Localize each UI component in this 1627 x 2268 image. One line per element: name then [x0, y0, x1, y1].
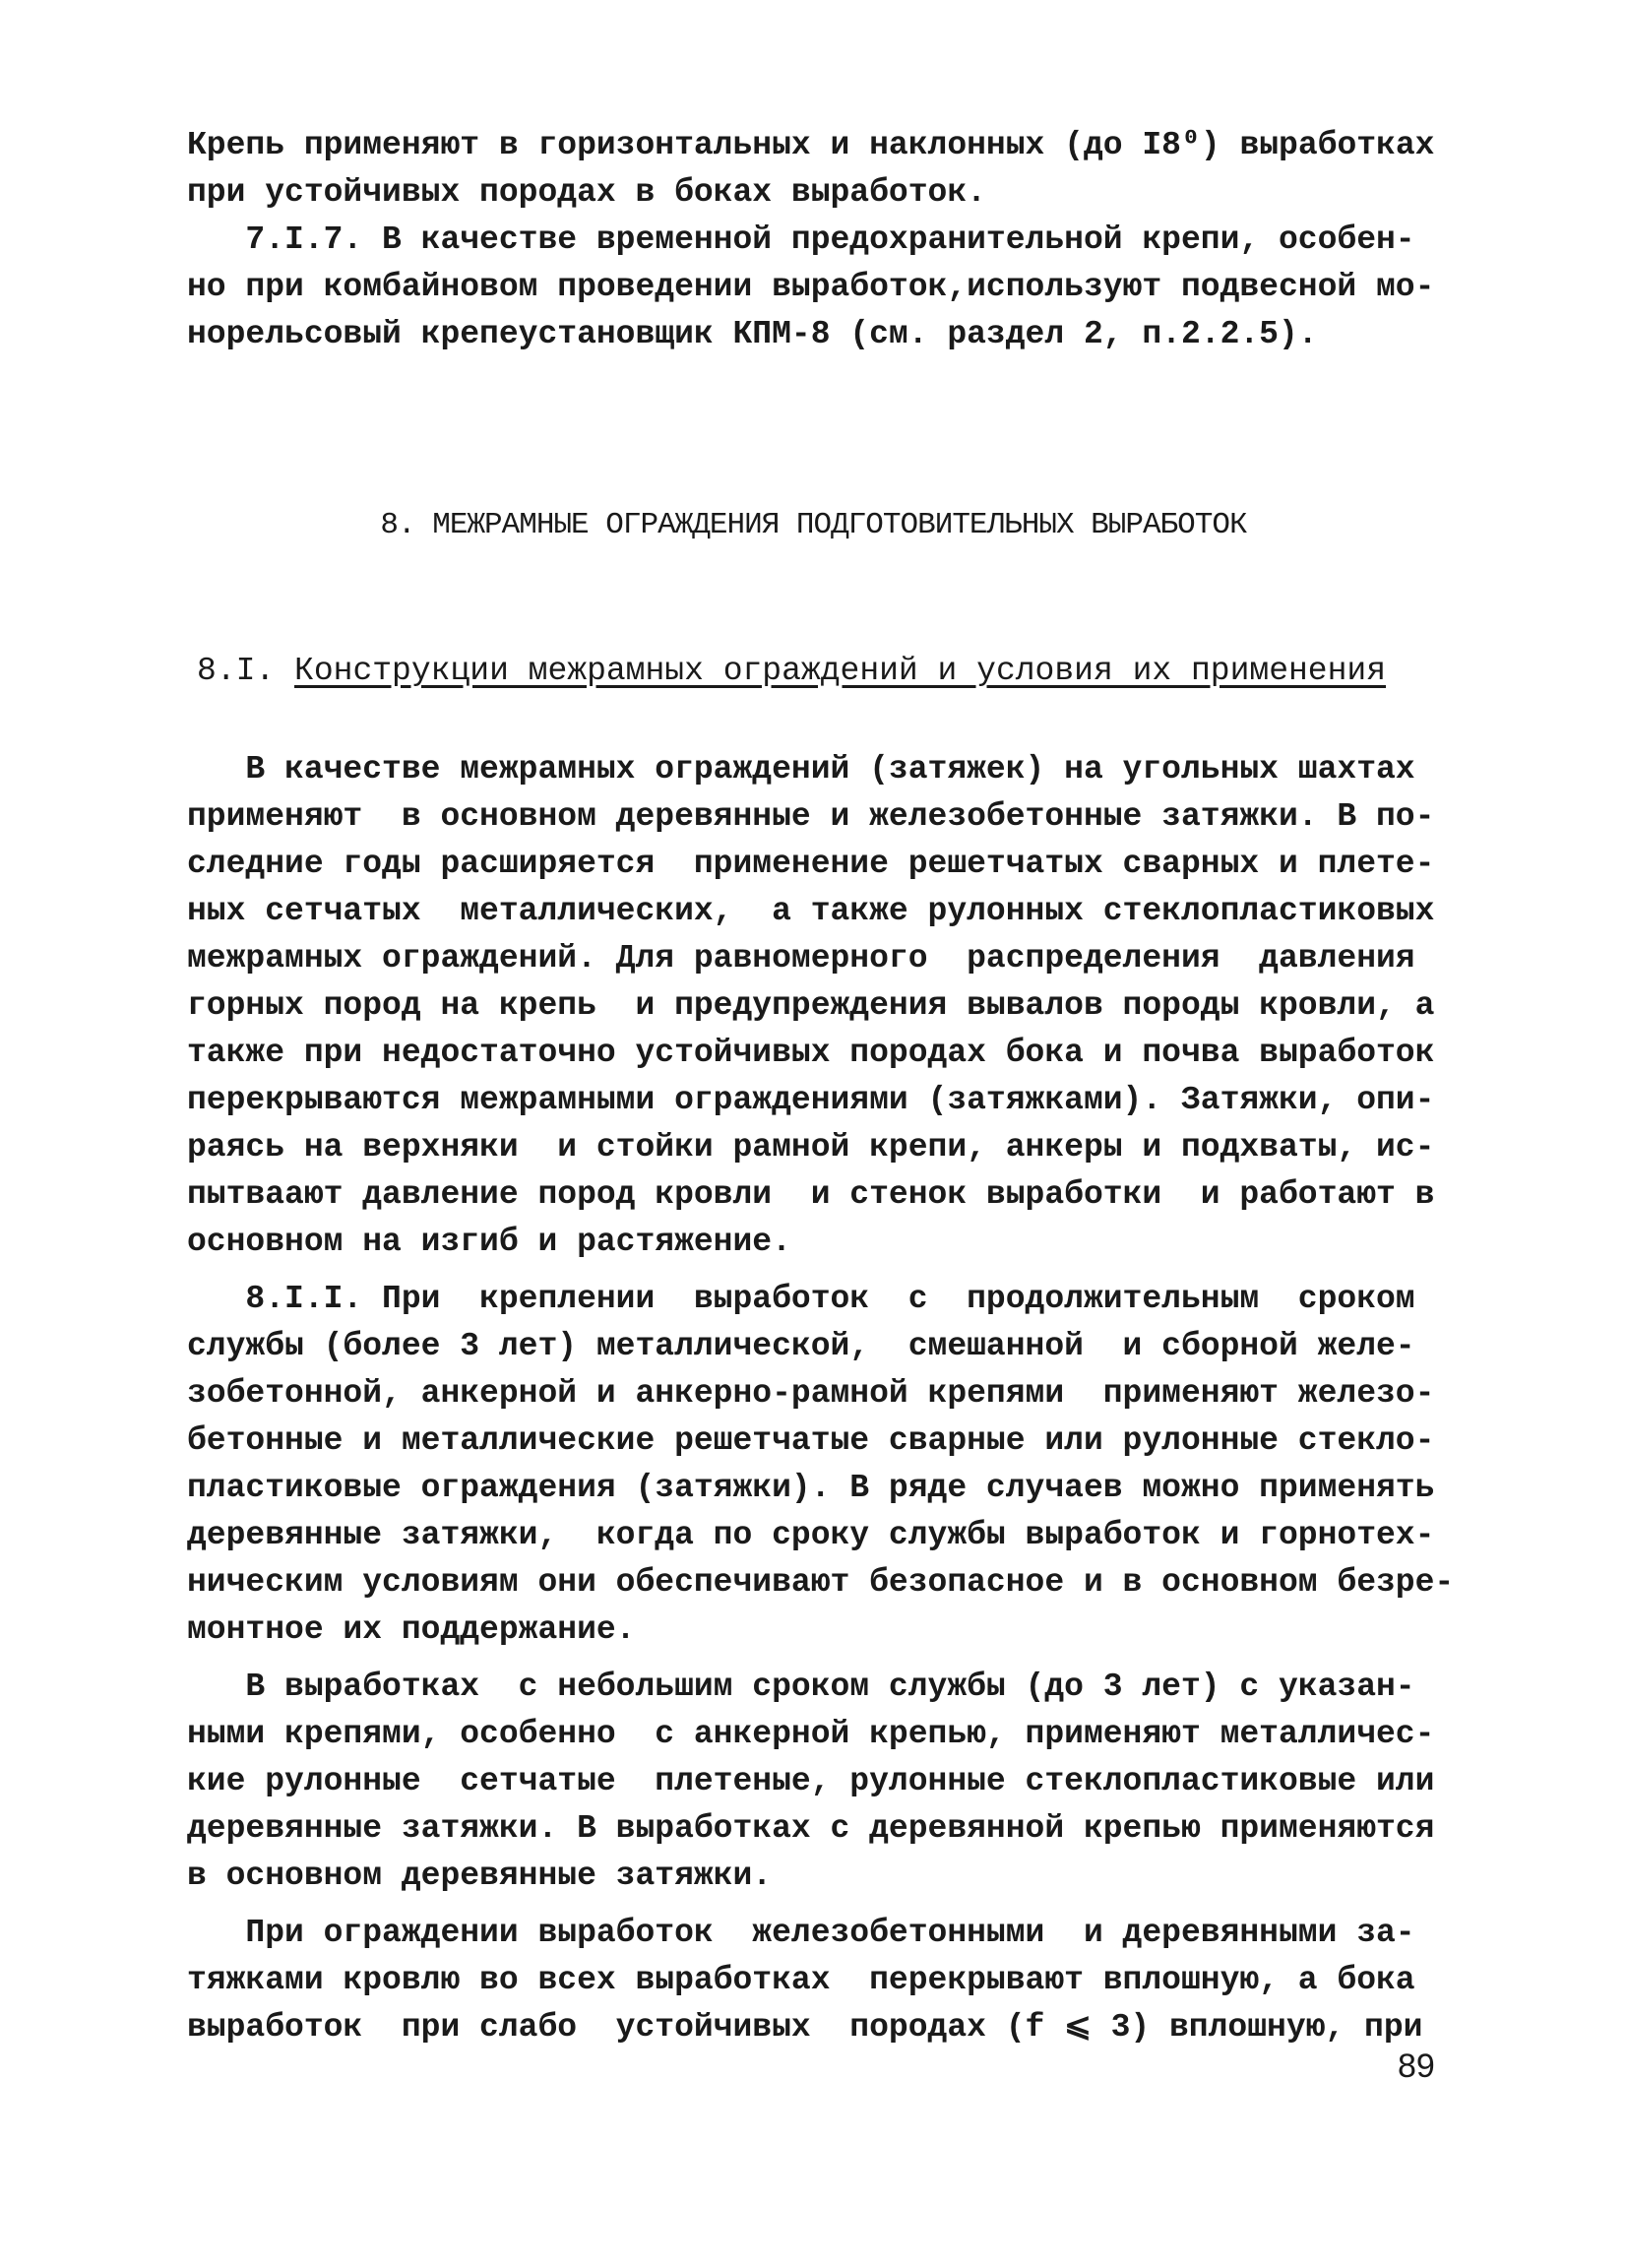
section-heading: 8. МЕЖРАМНЫЕ ОГРАЖДЕНИЯ ПОДГОТОВИТЕЛЬНЫХ ВЫРАБОТОК — [380, 508, 1247, 542]
text-line: кие рулонные сетчатые плетеные, рулонные стеклопластиковые или — [187, 1763, 1435, 1799]
text-line: норельсовый крепеустановщик КПМ-8 (см. раздел 2, п.2.2.5). — [187, 316, 1318, 352]
text-line: раясь на верхняки и стойки рамной крепи, анкеры и подхваты, ис- — [187, 1129, 1435, 1166]
subsection-title: Конструкции межрамных ограждений и условия их применения — [294, 653, 1387, 689]
text-line: но при комбайновом проведении выработок,используют подвесной мо- — [187, 269, 1435, 305]
text-line: бетонные и металлические решетчатые сварные или рулонные стекло- — [187, 1422, 1435, 1459]
text-line: тяжками кровлю во всех выработках перекрывают вплошную, а бока — [187, 1962, 1415, 1998]
text-line: зобетонной, анкерной и анкерно-рамной крепями применяют железо- — [187, 1375, 1435, 1412]
text-line: в основном деревянные затяжки. — [187, 1858, 773, 1894]
text-line: ными крепями, особенно с анкерной крепью, применяют металличес- — [187, 1716, 1435, 1752]
text-line: деревянные затяжки. В выработках с деревянной крепью применяются — [187, 1810, 1435, 1847]
page-number: 89 — [1398, 2048, 1435, 2085]
text-line: пластиковые ограждения (затяжки). В ряде случаев можно применять — [187, 1470, 1435, 1506]
text-line: применяют в основном деревянные и железобетонные затяжки. В по- — [187, 798, 1435, 835]
text-line: 7.I.7. В качестве временной предохранительной крепи, особен- — [187, 221, 1415, 258]
text-line: службы (более 3 лет) металлической, смешанной и сборной желе- — [187, 1328, 1415, 1364]
text-line: При ограждении выработок железобетонными и деревянными за- — [187, 1915, 1415, 1951]
text-line: следние годы расширяется применение решетчатых сварных и плете- — [187, 846, 1435, 882]
subsection-number: 8.I. — [197, 653, 276, 689]
text-line: В качестве межрамных ограждений (затяжек) на угольных шахтах — [187, 751, 1415, 788]
text-line: перекрываются межрамными ограждениями (затяжками). Затяжки, опи- — [187, 1082, 1435, 1118]
text-line: Крепь применяют в горизонтальных и наклонных (до I8⁰) выработках — [187, 127, 1435, 163]
text-line: деревянные затяжки, когда по сроку службы выработок и горнотех- — [187, 1517, 1435, 1553]
text-line: горных пород на крепь и предупреждения вывалов породы кровли, а — [187, 987, 1435, 1024]
text-line: пытваают давление пород кровли и стенок выработки и работают в — [187, 1176, 1435, 1213]
subsection-heading — [197, 648, 1476, 695]
text-line: выработок при слабо устойчивых породах (f ⩽ 3) вплошную, при — [187, 2009, 1423, 2046]
text-line: 8.I.I. При креплении выработок с продолжительным сроком — [187, 1281, 1415, 1317]
text-line: В выработках с небольшим сроком службы (до 3 лет) с указан- — [187, 1669, 1415, 1705]
text-line: при устойчивых породах в боках выработок. — [187, 174, 986, 211]
text-line: ническим условиям они обеспечивают безопасное и в основном безре- — [187, 1564, 1455, 1601]
text-line: ных сетчатых металлических, а также рулонных стеклопластиковых — [187, 893, 1435, 929]
text-line: межрамных ограждений. Для равномерного распределения давления — [187, 940, 1415, 976]
text-line: монтное их поддержание. — [187, 1611, 636, 1648]
text-line: основном на изгиб и растяжение. — [187, 1224, 791, 1260]
text-line: также при недостаточно устойчивых породах бока и почва выработок — [187, 1035, 1435, 1071]
